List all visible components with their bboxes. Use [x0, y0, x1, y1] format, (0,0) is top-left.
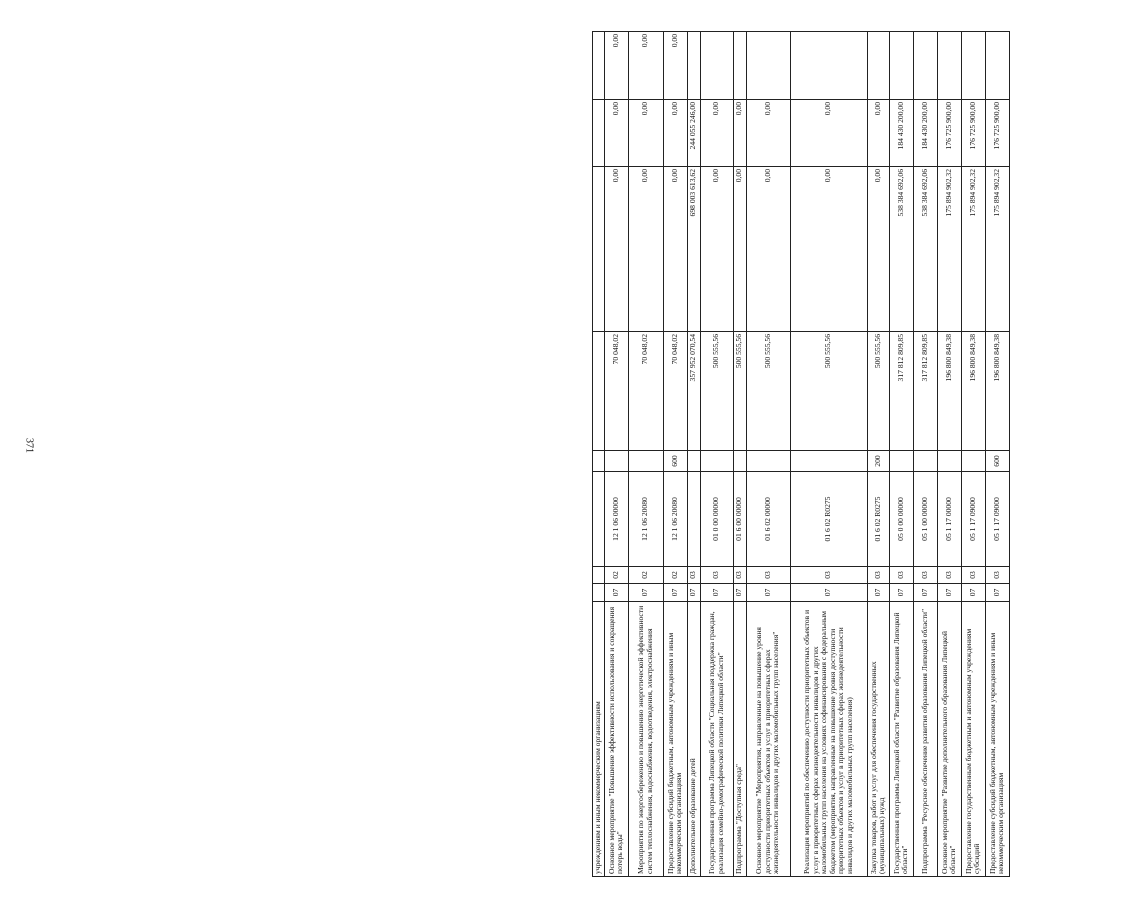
- razdel-cell: 07: [913, 584, 937, 602]
- row-name-cell: Мероприятия по энергосбережению и повышению энергетической эффективности систем теплоснабжения, водоснабжения, водоотведения, электроснабжения: [628, 602, 663, 877]
- table-row: [937, 32, 961, 877]
- podrazdel-cell: 03: [937, 567, 961, 584]
- target-article-cell: 05 1 17 09000: [961, 472, 985, 567]
- amount-1-cell: 70 048,02: [604, 332, 628, 451]
- amount-4-cell: [867, 32, 889, 100]
- amount-1-cell: 317 812 809,85: [889, 332, 913, 451]
- expense-type-cell: [746, 451, 790, 472]
- amount-2-cell: [593, 167, 605, 332]
- amount-4-cell: [985, 32, 1009, 100]
- podrazdel-cell: 02: [628, 567, 663, 584]
- table-row: [746, 32, 790, 877]
- amount-1-cell: 500 555,56: [790, 332, 867, 451]
- podrazdel-cell: 02: [663, 567, 687, 584]
- razdel-cell: 07: [746, 584, 790, 602]
- podrazdel-cell: 03: [889, 567, 913, 584]
- budget-table-body: [593, 32, 1010, 877]
- amount-3-cell: 0,00: [604, 100, 628, 167]
- amount-2-cell: 0,00: [867, 167, 889, 332]
- podrazdel-cell: 03: [913, 567, 937, 584]
- amount-2-cell: 0,00: [628, 167, 663, 332]
- target-article-cell: 01 0 00 00000: [700, 472, 733, 567]
- row-name-cell: Предоставление государственным бюджетным и автономным учреждениям субсидий: [961, 602, 985, 877]
- row-name-cell: Предоставление субсидий бюджетным, автономным учреждениям и иным некоммерческим организациям: [985, 602, 1009, 877]
- row-name-cell: Дополнительное образование детей: [687, 602, 700, 877]
- expense-type-cell: [913, 451, 937, 472]
- amount-4-cell: [733, 32, 746, 100]
- table-row: [593, 32, 605, 877]
- amount-3-cell: 176 725 900,00: [985, 100, 1009, 167]
- row-name-cell: учреждениям и иным некоммерческим организациям: [593, 602, 605, 877]
- razdel-cell: 07: [937, 584, 961, 602]
- table-row: [889, 32, 913, 877]
- podrazdel-cell: 03: [687, 567, 700, 584]
- expense-type-cell: [700, 451, 733, 472]
- razdel-cell: 07: [889, 584, 913, 602]
- razdel-cell: 07: [604, 584, 628, 602]
- razdel-cell: 07: [961, 584, 985, 602]
- target-article-cell: 12 1 06 00000: [604, 472, 628, 567]
- expense-type-cell: [961, 451, 985, 472]
- razdel-cell: 07: [867, 584, 889, 602]
- amount-1-cell: 500 555,56: [733, 332, 746, 451]
- target-article-cell: 01 6 00 00000: [733, 472, 746, 567]
- razdel-cell: 07: [687, 584, 700, 602]
- page-number: 371: [23, 438, 35, 453]
- amount-4-cell: [790, 32, 867, 100]
- amount-2-cell: 0,00: [700, 167, 733, 332]
- expense-type-cell: [889, 451, 913, 472]
- amount-1-cell: 196 800 849,38: [937, 332, 961, 451]
- razdel-cell: 07: [985, 584, 1009, 602]
- table-row: [700, 32, 733, 877]
- podrazdel-cell: 03: [733, 567, 746, 584]
- target-article-cell: 01 6 02 00000: [746, 472, 790, 567]
- table-row: [913, 32, 937, 877]
- table-row: [985, 32, 1009, 877]
- expense-type-cell: [733, 451, 746, 472]
- amount-2-cell: 0,00: [663, 167, 687, 332]
- expense-type-cell: [593, 451, 605, 472]
- amount-2-cell: 538 384 692,06: [913, 167, 937, 332]
- amount-2-cell: 0,00: [733, 167, 746, 332]
- table-row: [961, 32, 985, 877]
- amount-3-cell: [593, 100, 605, 167]
- razdel-cell: 07: [700, 584, 733, 602]
- amount-4-cell: [961, 32, 985, 100]
- target-article-cell: [687, 472, 700, 567]
- podrazdel-cell: 03: [985, 567, 1009, 584]
- amount-1-cell: 70 048,02: [628, 332, 663, 451]
- amount-4-cell: 0,00: [628, 32, 663, 100]
- table-row: [790, 32, 867, 877]
- podrazdel-cell: 03: [746, 567, 790, 584]
- amount-4-cell: [889, 32, 913, 100]
- expense-type-cell: 200: [867, 451, 889, 472]
- podrazdel-cell: 03: [961, 567, 985, 584]
- razdel-cell: 07: [790, 584, 867, 602]
- target-article-cell: 05 0 00 00000: [889, 472, 913, 567]
- amount-2-cell: 538 384 692,06: [889, 167, 913, 332]
- amount-2-cell: 175 894 902,32: [985, 167, 1009, 332]
- amount-1-cell: 70 048,02: [663, 332, 687, 451]
- podrazdel-cell: 03: [700, 567, 733, 584]
- row-name-cell: Реализация мероприятий по обеспечению доступности приоритетных объектов и услуг в приоритетных сферах жизнедеятельности инвалидов и других маломобильных групп населения на условиях софинансирования с федеральным бюджетом (мероприятия, направленные на повышение уровня доступности приоритетных объектов и услуг в приоритетных сферах жизнедеятельности инвалидов и других маломобильных групп населения): [790, 602, 867, 877]
- row-name-cell: Государственная программа Липецкой области "Развитие образования Липецкой области": [889, 602, 913, 877]
- table-row: [733, 32, 746, 877]
- table-row: [604, 32, 628, 877]
- expense-type-cell: [790, 451, 867, 472]
- podrazdel-cell: [593, 567, 605, 584]
- amount-1-cell: 357 952 070,54: [687, 332, 700, 451]
- amount-3-cell: 184 430 200,00: [889, 100, 913, 167]
- amount-2-cell: 175 894 902,32: [937, 167, 961, 332]
- expense-type-cell: [604, 451, 628, 472]
- podrazdel-cell: 02: [604, 567, 628, 584]
- row-name-cell: Подпрограмма "Ресурсное обеспечение развития образования Липецкой области": [913, 602, 937, 877]
- razdel-cell: 07: [628, 584, 663, 602]
- row-name-cell: Основное мероприятие "Мероприятия, направленные на повышение уровня доступности приоритетных объектов и услуг в приоритетных сферах жизнедеятельности инвалидов и других маломобильных групп населения": [746, 602, 790, 877]
- expense-type-cell: [628, 451, 663, 472]
- amount-4-cell: [746, 32, 790, 100]
- target-article-cell: 05 1 00 00000: [913, 472, 937, 567]
- amount-3-cell: 0,00: [700, 100, 733, 167]
- amount-1-cell: 196 800 849,38: [961, 332, 985, 451]
- amount-3-cell: 0,00: [628, 100, 663, 167]
- row-name-cell: Предоставление субсидий бюджетным, автономным учреждениям и иным некоммерческим организациям: [663, 602, 687, 877]
- amount-3-cell: 176 725 900,00: [937, 100, 961, 167]
- amount-4-cell: 0,00: [604, 32, 628, 100]
- amount-3-cell: 184 430 200,00: [913, 100, 937, 167]
- amount-2-cell: 698 003 613,62: [687, 167, 700, 332]
- target-article-cell: [593, 472, 605, 567]
- table-row: [867, 32, 889, 877]
- table-row: [687, 32, 700, 877]
- amount-3-cell: 0,00: [867, 100, 889, 167]
- expense-type-cell: 600: [985, 451, 1009, 472]
- target-article-cell: 12 1 06 20080: [663, 472, 687, 567]
- amount-1-cell: 196 800 849,38: [985, 332, 1009, 451]
- amount-4-cell: 0,00: [663, 32, 687, 100]
- amount-2-cell: 0,00: [746, 167, 790, 332]
- amount-1-cell: 317 812 809,85: [913, 332, 937, 451]
- row-name-cell: Основное мероприятие "Развитие дополнительного образования Липецкой области": [937, 602, 961, 877]
- amount-3-cell: 0,00: [663, 100, 687, 167]
- amount-3-cell: 0,00: [790, 100, 867, 167]
- amount-1-cell: 500 555,56: [867, 332, 889, 451]
- rotated-page-content: [592, 32, 1147, 877]
- expense-type-cell: [937, 451, 961, 472]
- target-article-cell: 01 6 02 R0275: [790, 472, 867, 567]
- expense-type-cell: 600: [663, 451, 687, 472]
- target-article-cell: 12 1 06 20080: [628, 472, 663, 567]
- amount-3-cell: 0,00: [733, 100, 746, 167]
- amount-1-cell: [593, 332, 605, 451]
- target-article-cell: 05 1 17 00000: [937, 472, 961, 567]
- amount-4-cell: [937, 32, 961, 100]
- amount-3-cell: 176 725 900,00: [961, 100, 985, 167]
- amount-3-cell: 0,00: [746, 100, 790, 167]
- amount-1-cell: 500 555,56: [700, 332, 733, 451]
- amount-2-cell: 175 894 902,32: [961, 167, 985, 332]
- table-row: [628, 32, 663, 877]
- expense-type-cell: [687, 451, 700, 472]
- amount-4-cell: [700, 32, 733, 100]
- amount-2-cell: 0,00: [604, 167, 628, 332]
- table-row: [663, 32, 687, 877]
- podrazdel-cell: 03: [867, 567, 889, 584]
- target-article-cell: 01 6 02 R0275: [867, 472, 889, 567]
- budget-table: [592, 31, 1010, 877]
- row-name-cell: Основное мероприятие "Повышение эффективности использования и сокращения потерь воды": [604, 602, 628, 877]
- razdel-cell: [593, 584, 605, 602]
- amount-4-cell: [593, 32, 605, 100]
- amount-3-cell: 244 055 246,00: [687, 100, 700, 167]
- amount-4-cell: [687, 32, 700, 100]
- target-article-cell: 05 1 17 09000: [985, 472, 1009, 567]
- podrazdel-cell: 03: [790, 567, 867, 584]
- row-name-cell: Государственная программа Липецкой области "Социальная поддержка граждан, реализация семейно-демографической политики Липецкой области": [700, 602, 733, 877]
- amount-2-cell: 0,00: [790, 167, 867, 332]
- row-name-cell: Подпрограмма "Доступная среда": [733, 602, 746, 877]
- row-name-cell: Закупка товаров, работ и услуг для обеспечения государственных (муниципальных) нужд: [867, 602, 889, 877]
- amount-1-cell: 500 555,56: [746, 332, 790, 451]
- razdel-cell: 07: [663, 584, 687, 602]
- razdel-cell: 07: [733, 584, 746, 602]
- amount-4-cell: [913, 32, 937, 100]
